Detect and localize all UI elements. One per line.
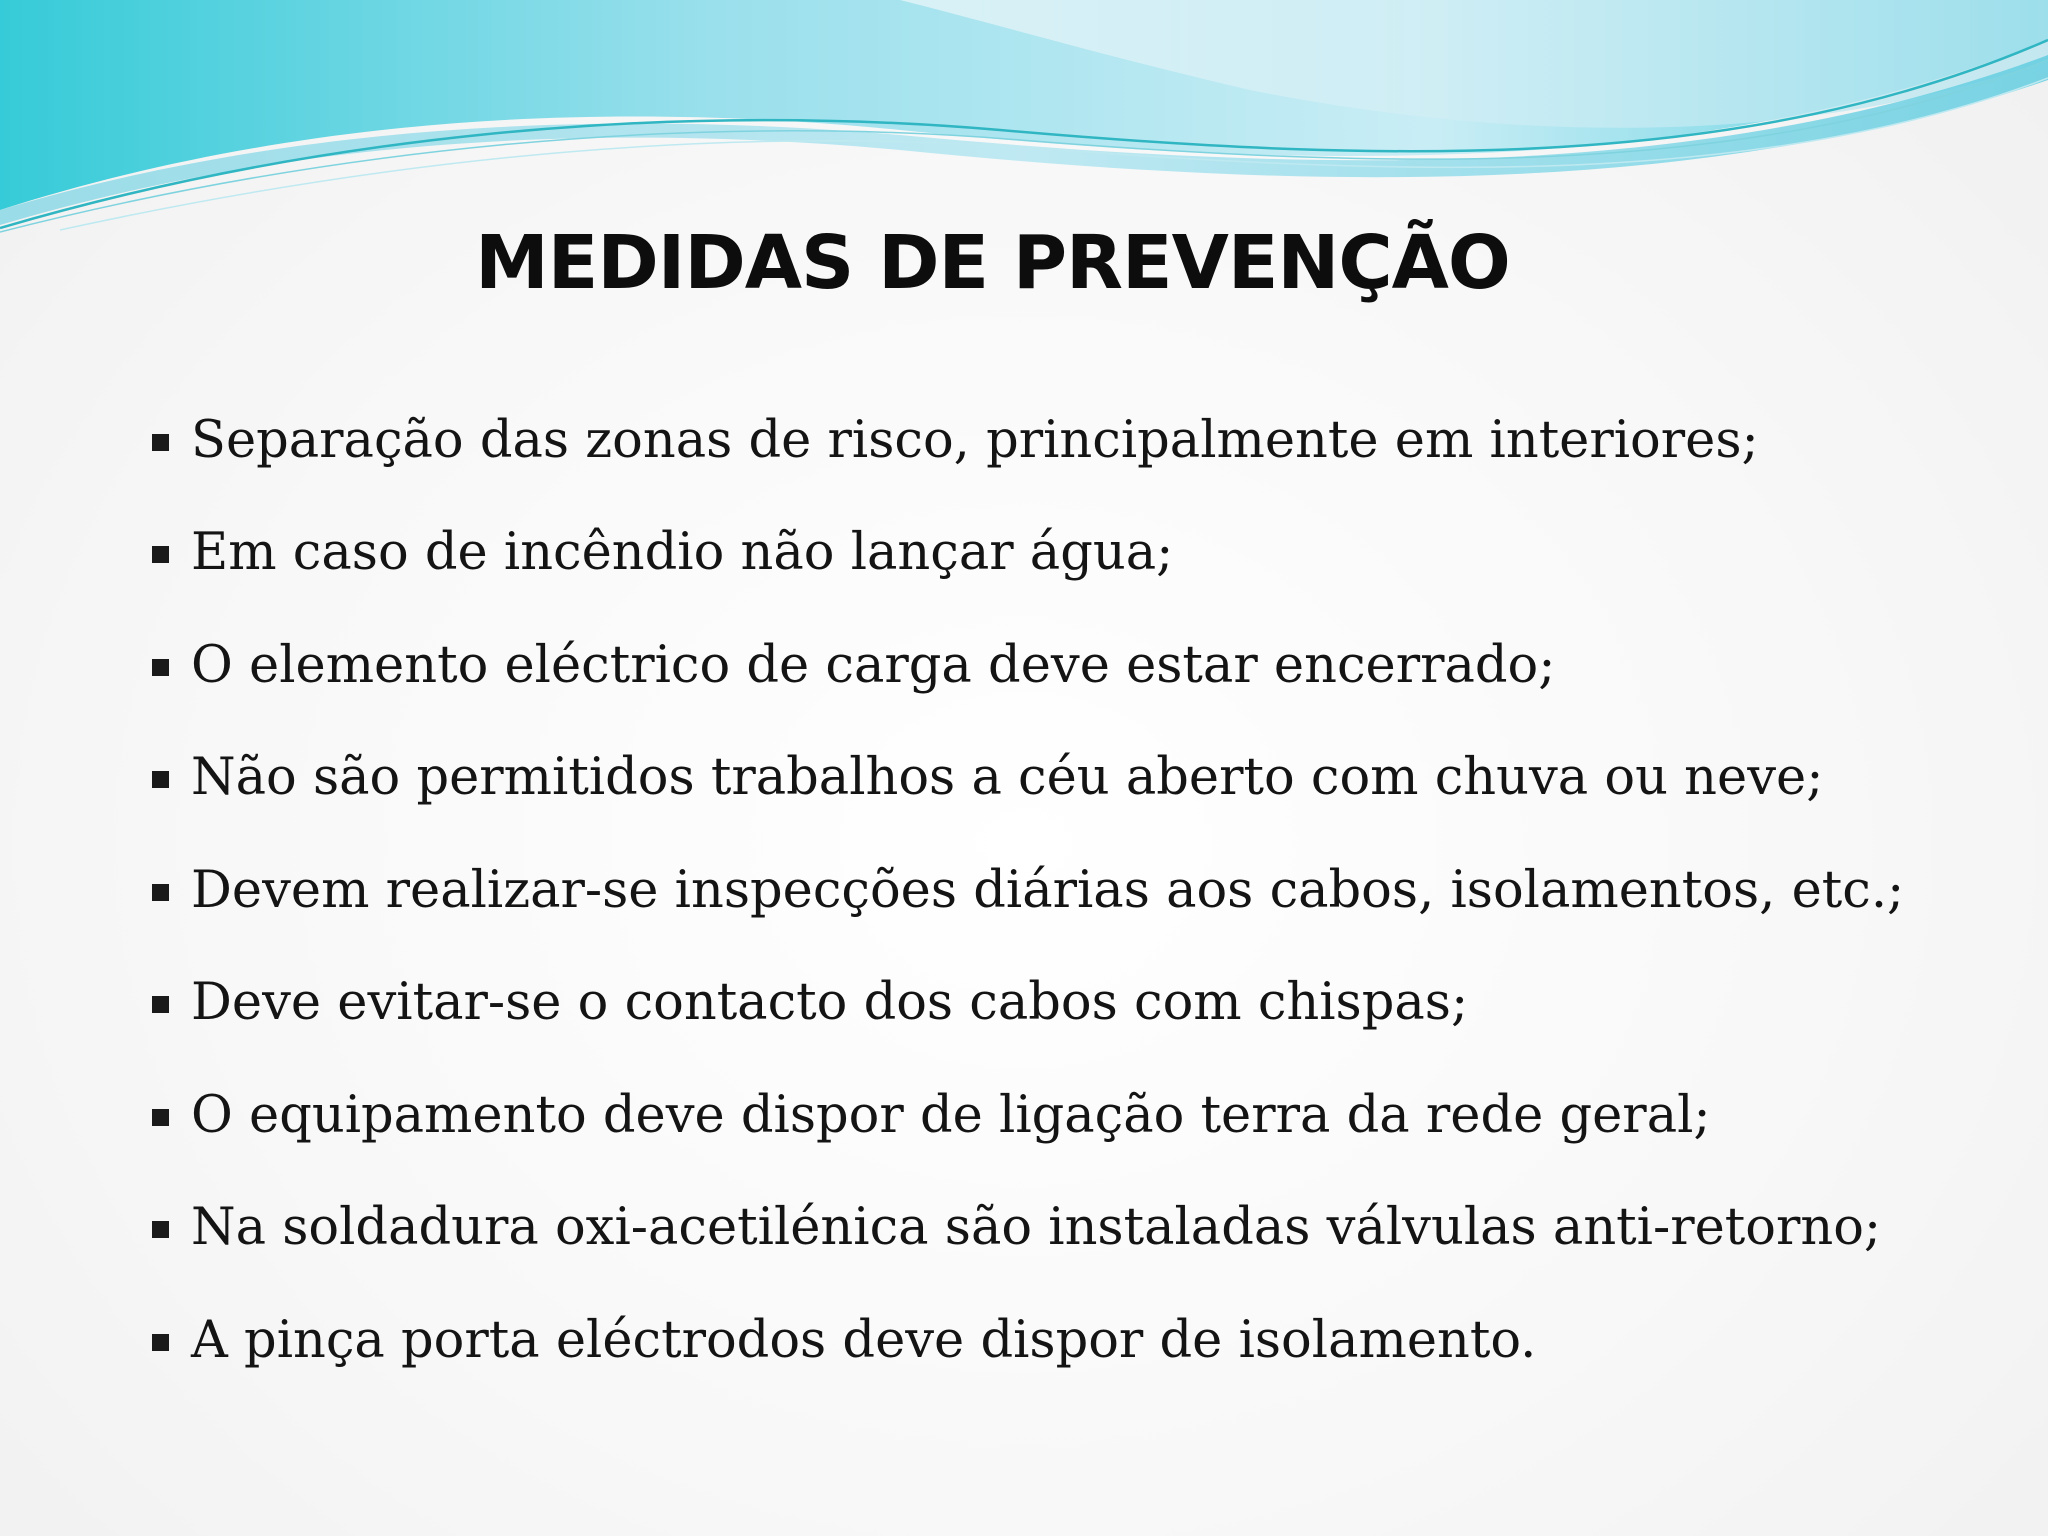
square-bullet-icon [152, 996, 169, 1013]
bullet-text: O equipamento deve dispor de ligação terra da rede geral; [191, 1085, 1711, 1145]
bullet-text: Deve evitar-se o contacto dos cabos com chispas; [191, 973, 1469, 1033]
list-item [152, 609, 2032, 722]
square-bullet-icon [152, 1221, 169, 1238]
list-item [152, 947, 2032, 1060]
list-item [152, 722, 2032, 835]
bullet-text: Não são permitidos trabalhos a céu aberto com chuva ou neve; [191, 748, 1824, 808]
bullet-text: Na soldadura oxi-acetilénica são instaladas válvulas anti-retorno; [191, 1198, 1882, 1258]
list-item [152, 1059, 2032, 1172]
square-bullet-icon [152, 546, 169, 563]
bullet-text: Em caso de incêndio não lançar água; [191, 523, 1174, 583]
square-bullet-icon [152, 659, 169, 676]
slide-title: MEDIDAS DE PREVENÇÃO [475, 220, 1510, 306]
square-bullet-icon [152, 1334, 169, 1351]
square-bullet-icon [152, 434, 169, 451]
bullet-text: Separação das zonas de risco, principalmente em interiores; [191, 410, 1759, 470]
list-item [152, 1284, 2032, 1397]
list-item [152, 834, 2032, 947]
bullet-list [152, 384, 2032, 1397]
bullet-text: O elemento eléctrico de carga deve estar encerrado; [191, 635, 1556, 695]
square-bullet-icon [152, 1109, 169, 1126]
bullet-text: A pinça porta eléctrodos deve dispor de isolamento. [191, 1310, 1537, 1370]
square-bullet-icon [152, 771, 169, 788]
square-bullet-icon [152, 884, 169, 901]
list-item [152, 1172, 2032, 1285]
list-item [152, 497, 2032, 610]
list-item [152, 384, 2032, 497]
bullet-text: Devem realizar-se inspecções diárias aos cabos, isolamentos, etc.; [191, 860, 1905, 920]
